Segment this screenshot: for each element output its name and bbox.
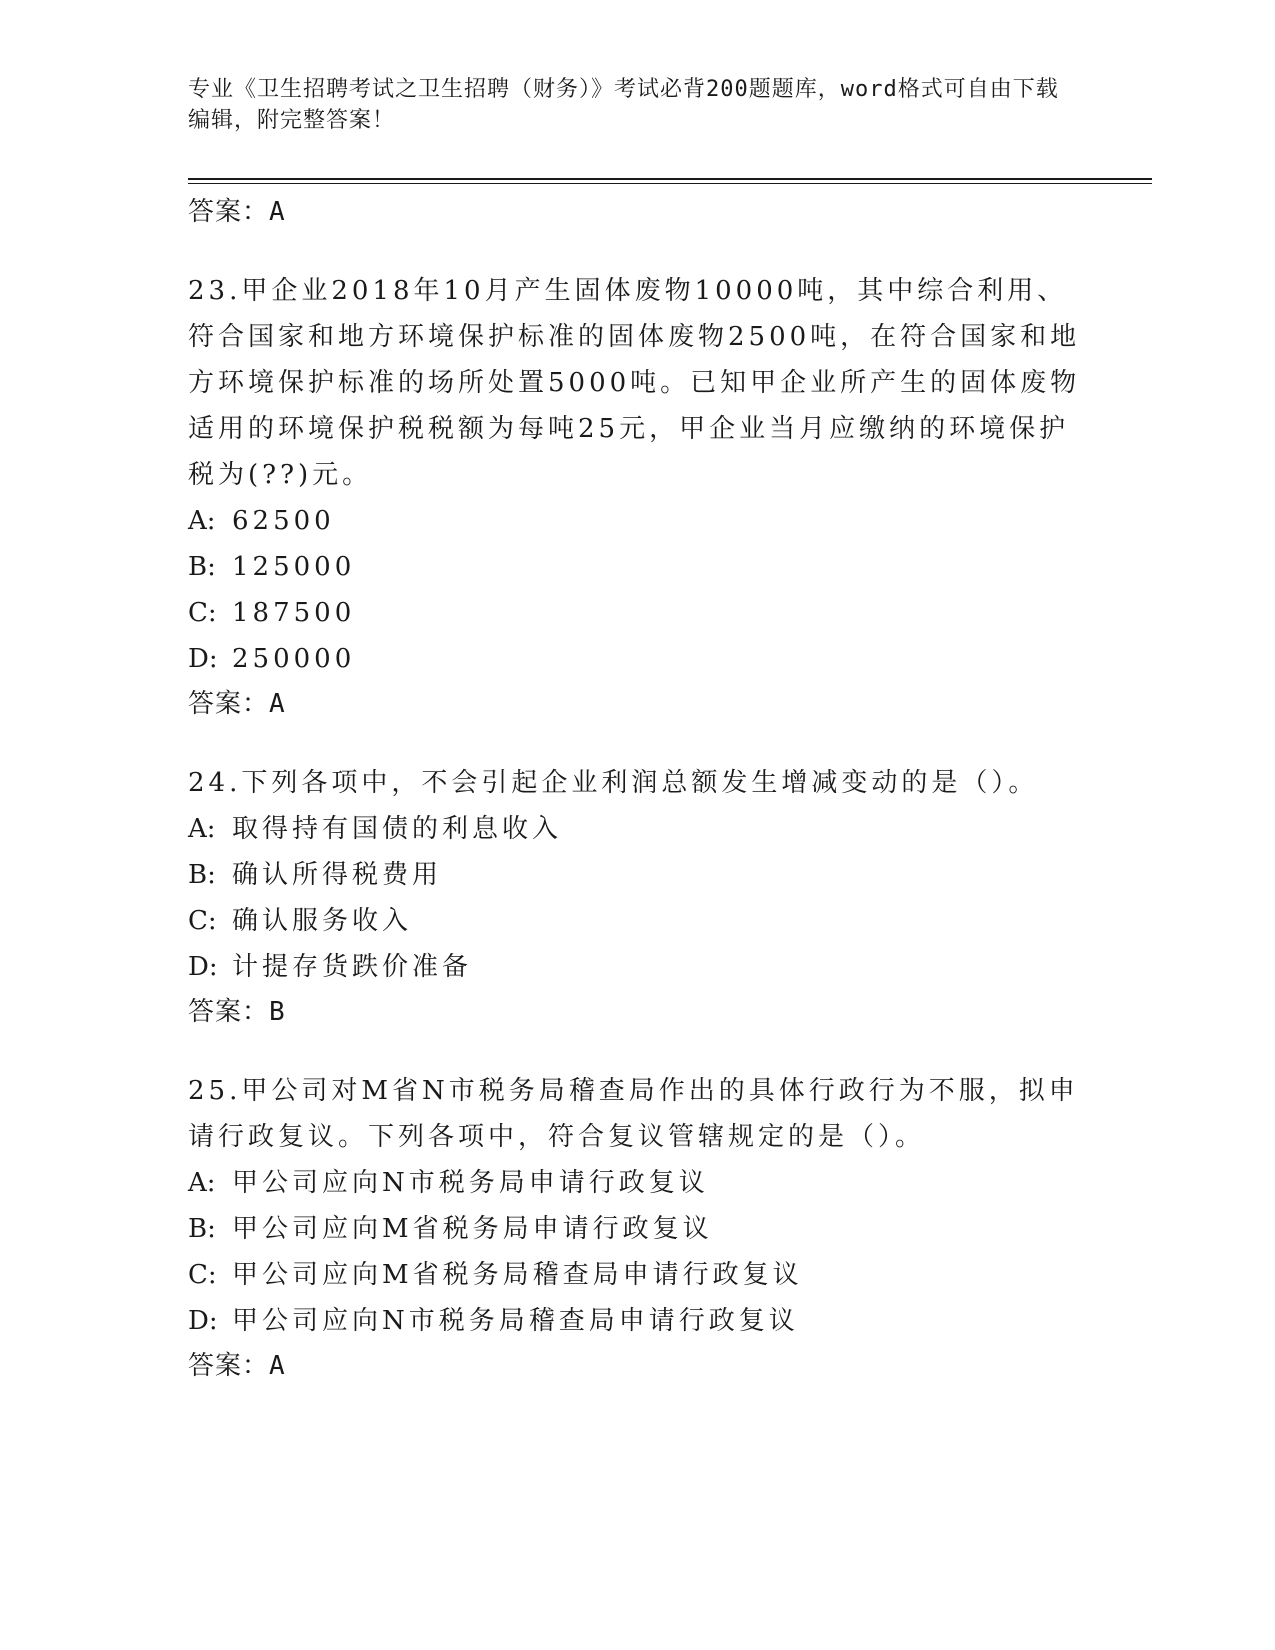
option-text: 确认服务收入 bbox=[232, 906, 413, 936]
option-letter: C: bbox=[188, 906, 217, 936]
option-b bbox=[188, 544, 1083, 590]
header-rule-thin bbox=[188, 183, 1152, 184]
option-d bbox=[188, 636, 1083, 682]
option-text: 125000 bbox=[232, 552, 356, 582]
question-24 bbox=[188, 760, 1083, 1034]
option-letter: A: bbox=[188, 506, 216, 536]
option-a bbox=[188, 806, 1083, 852]
option-letter: B: bbox=[188, 860, 216, 890]
option-letter: B: bbox=[188, 552, 216, 582]
option-text: 计提存货跌价准备 bbox=[232, 952, 473, 982]
option-letter: A: bbox=[188, 814, 216, 844]
question-text: 23.甲企业2018年10月产生固体废物10000吨，其中综合利用、符合国家和地方环境保护标准的固体废物2500吨，在符合国家和地方环境保护标准的场所处置5000吨。已知甲企业所产生的固体废物适用的环境保护税税额为每吨25元，甲企业当月应缴纳的环境保护税为(??)元。 bbox=[188, 276, 1081, 490]
option-letter: D: bbox=[188, 644, 218, 674]
option-text: 甲公司应向M省税务局稽查局申请行政复议 bbox=[232, 1260, 803, 1290]
spacer bbox=[188, 234, 1083, 268]
question-list bbox=[188, 190, 1083, 1388]
option-b bbox=[188, 852, 1083, 898]
option-a bbox=[188, 1160, 1083, 1206]
option-d bbox=[188, 944, 1083, 990]
option-letter: C: bbox=[188, 598, 217, 628]
option-letter: D: bbox=[188, 952, 218, 982]
option-text: 取得持有国债的利息收入 bbox=[232, 814, 563, 844]
option-c bbox=[188, 898, 1083, 944]
option-letter: B: bbox=[188, 1214, 216, 1244]
question-25 bbox=[188, 1068, 1083, 1388]
option-b bbox=[188, 1206, 1083, 1252]
option-a bbox=[188, 498, 1083, 544]
option-letter: C: bbox=[188, 1260, 217, 1290]
option-text: 甲公司应向N市税务局申请行政复议 bbox=[232, 1168, 709, 1198]
header-rule-thick bbox=[188, 178, 1152, 180]
option-c bbox=[188, 590, 1083, 636]
question-text: 25.甲公司对M省N市税务局稽查局作出的具体行政行为不服，拟申请行政复议。下列各项中，符合复议管辖规定的是（）。 bbox=[188, 1076, 1079, 1152]
spacer bbox=[188, 1034, 1083, 1068]
option-text: 甲公司应向N市税务局稽查局申请行政复议 bbox=[232, 1306, 799, 1336]
option-d bbox=[188, 1298, 1083, 1344]
answer-line: 答案：B bbox=[188, 997, 286, 1027]
option-text: 确认所得税费用 bbox=[232, 860, 443, 890]
option-letter: D: bbox=[188, 1306, 218, 1336]
document-header: 专业《卫生招聘考试之卫生招聘（财务）》考试必背200题题库，word格式可自由下载编辑，附完整答案！ bbox=[188, 77, 1059, 133]
option-text: 187500 bbox=[232, 598, 356, 628]
option-c bbox=[188, 1252, 1083, 1298]
spacer bbox=[188, 726, 1083, 760]
option-text: 甲公司应向M省税务局申请行政复议 bbox=[232, 1214, 713, 1244]
previous-answer: 答案：A bbox=[188, 197, 286, 227]
option-letter: A: bbox=[188, 1168, 216, 1198]
answer-line: 答案：A bbox=[188, 1351, 286, 1381]
option-text: 250000 bbox=[232, 644, 356, 674]
question-23 bbox=[188, 268, 1083, 726]
question-text: 24.下列各项中，不会引起企业利润总额发生增减变动的是（）。 bbox=[188, 768, 1039, 798]
answer-line: 答案：A bbox=[188, 689, 286, 719]
option-text: 62500 bbox=[232, 506, 335, 536]
